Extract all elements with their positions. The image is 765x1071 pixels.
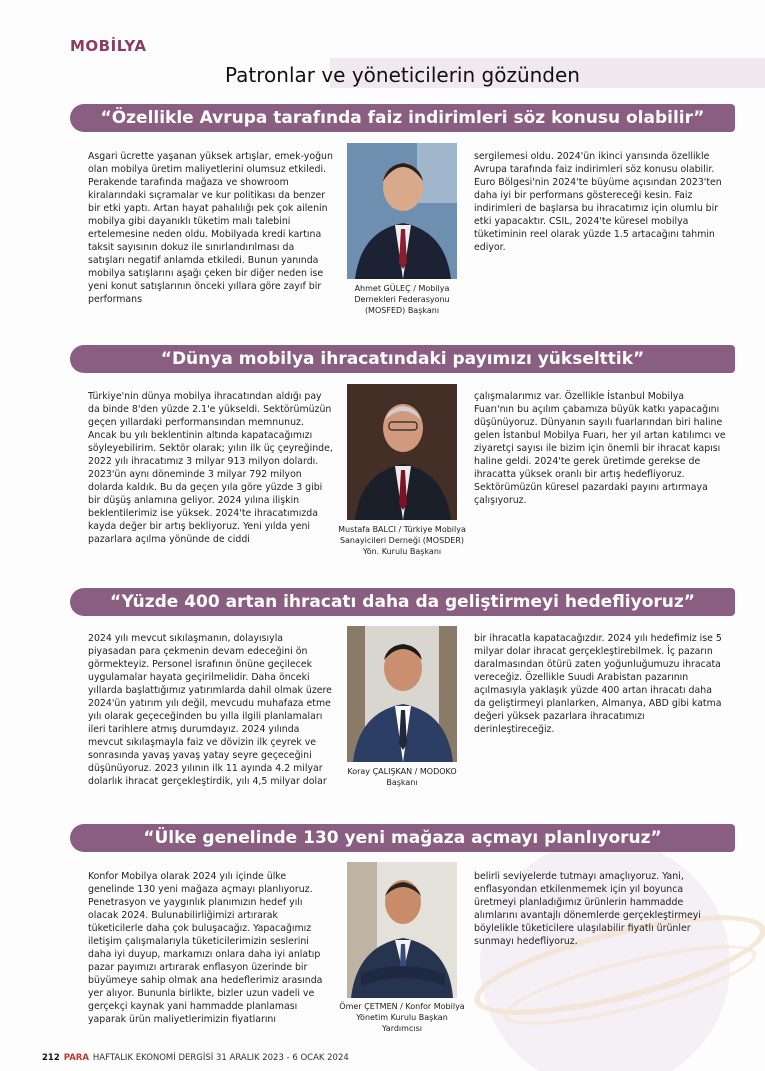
portrait-photo [347,143,457,279]
issue-info: HAFTALIK EKONOMİ DERGİSİ 31 ARALIK 2023 - 6 OCAK 2024 [92,1053,349,1063]
photo-caption: Koray ÇALIŞKAN / MODOKO Başkanı [347,767,457,787]
portrait-photo [347,862,457,998]
article-headline: “Yüzde 400 artan ihracatı daha da geliştirmeyi hedefliyoruz” [70,588,735,616]
article-headline: “Özellikle Avrupa tarafında faiz indirimleri söz konusu olabilir” [70,104,735,132]
magazine-brand: PARA [63,1053,89,1063]
article-text-right: sergilemesi oldu. 2024'ün ikinci yarısında özellikle Avrupa tarafında faiz indirimleri söz konusu olabilir. Euro Bölgesi'nin 2024'te büyüme açısından 2023'ten daha iyi bir performans göstereceği kesin. Faiz indirimleri de başlarsa bu ihracatımız için olumlu bir etki yapacaktır. CSIL, 2024'te küresel mobilya tüketiminin reel olarak yüzde 1.5 artacağını tahmin ediyor. [474,151,722,253]
article-headline: “Ülke genelinde 130 yeni mağaza açmayı planlıyoruz” [70,824,735,852]
photo-caption: Mustafa BALCI / Türkiye Mobilya Sanayicileri Derneği (MOSDER) Yön. Kurulu Başkanı [338,525,466,556]
article-text-left: Türkiye'nin dünya mobilya ihracatından aldığı pay da binde 8'den yüzde 2.1'e yükseldi. Sektörümüzün geçen yıllardaki performansından memnunuz. Ancak bu yılı beklentinin altında kapatacağımızı söyleyebilirim. Sektör olarak; yılın ilk üç çeyreğinde, 2022 yılı ihracatımız 3 milyar 913 milyon dolardı. 2023'ün aynı döneminde 3 milyar 792 milyon dolarda kaldık. Bu da geçen yıla göre yüzde 3 gibi bir düşüş anlamına geliyor. 2024 yılına ilişkin beklentilerimiz ise yüksek. 2024'te ihracatımızda kayda değer bir artış bekliyoruz. Yeni yılda yeni pazarlara açılma yönünde de ciddi [88,391,333,545]
article-text-left: Konfor Mobilya olarak 2024 yılı içinde ülke genelinde 130 yeni mağaza açmayı planlıyoruz. Penetrasyon ve yaygınlık planımızın hedef yılı olacak 2024. Bulunabilirliğimizi artırarak tüketicilerle daha çok buluşacağız. Yapacağımız iletişim çalışmalarıyla tüketicilerimizin seslerini daha iyi duyup, markamızı onlara daha iyi anlatıp pazar payımızı artırarak enflasyon üzerinde bir büyümeye sahip olmak ana hedeflerimiz arasında yer alıyor. Bununla birlikte, bizler uzun vadeli ve gerçekçi kaynak yani hammadde planlaması yaparak ürün maliyetlerimizin fiyatlarını [88,871,323,1025]
article-text-right: bir ihracatla kapatacağızdır. 2024 yılı hedefimiz ise 5 milyar dolar ihracat gerçekleştirebilmek. İç pazarın daralmasından ötürü zaten yoğunluğumuzu ihracata vereceğiz. Özellikle Suudi Arabistan pazarının açılmasıyla yaklaşık yüzde 400 artan ihracatı daha da geliştirmeyi planlarken, Almanya, ABD gibi katma değeri yüksek pazarlara ihracatımızı derinleştireceğiz. [474,633,722,735]
page-title: Patronlar ve yöneticilerin gözünden [225,63,580,87]
section-label: MOBİLYA [70,37,147,55]
portrait-photo [347,384,457,520]
photo-caption: Ahmet GÜLEÇ / Mobilya Dernekleri Federasyonu (MOSFED) Başkanı [354,284,450,315]
article-headline: “Dünya mobilya ihracatındaki payımızı yükselttik” [70,345,735,373]
page-number: 212 [42,1053,60,1063]
article-text-right: belirli seviyelerde tutmayı amaçlıyoruz. Yani, enflasyondan etkilenmemek için yıl boyunca üretmeyi planladığımız ürünlerin hammadde alımlarını avantajlı dönemlerde gerçekleştirmeyi böylelikle tüketicilere ulaşılabilir fiyatlı ürünler sunmayı hedefliyoruz. [474,871,701,947]
photo-caption: Ömer ÇETMEN / Konfor Mobilya Yönetim Kurulu Başkan Yardımcısı [339,1002,465,1033]
page-footer [42,1053,349,1063]
portrait-photo [347,626,457,762]
article-text-left: Asgari ücrette yaşanan yüksek artışlar, emek-yoğun olan mobilya üretim maliyetlerini olumsuz etkiledi. Perakende tarafında mağaza ve showroom kiralarındaki sıçramalar ve kur politikası da benzer bir etki yaptı. Artan hayat pahalılığı pek çok ailenin mobilya gibi dayanıklı tüketim malı talebini ertelemesine neden oldu. Mobilyada kredi kartına taksit sayısının dokuz ile sınırlandırılması da satışları negatif anlamda etkiledi. Bunun yanında mobilya satışlarını aşağı çeken bir diğer neden ise yeni konut satışlarının önceki yıllara göre zayıf bir performans [88,151,333,305]
article-text-right: çalışmalarımız var. Özellikle İstanbul Mobilya Fuarı'nın bu açılım çabamıza büyük katkı yapacağını düşünüyoruz. Dünyanın sayılı fuarlarından biri haline gelen İstanbul Mobilya Fuarı, her yıl artan katılımcı ve ziyaretçi sayısı ile bizim için önemli bir ihracat kapısı haline geldi. 2024'te gerek üretimde gerekse de ihracatta yüksek oranlı bir artış hedefliyoruz. Sektörümüzün küresel pazardaki payını artırmaya çalışıyoruz. [474,391,726,506]
article-text-left: 2024 yılı mevcut sıkılaşmanın, dolayısıyla piyasadan para çekmenin devam edeceğini ön görmekteyiz. Personel israfının önüne geçilecek uygulamalar hayata geçirilmelidir. Daha önceki yıllarda başlattığımız yatırımlarda dahil olmak üzere 2024'ün yatırım yılı değil, mevcudu muhafaza etme yılı olarak geçeceğinden bu yılla ilgili planlamaları ileri tarihlere atmış durumdayız. 2024 yılında mevcut sıkılaşmayla faiz ve dövizin ilk çeyrek ve sonrasında yavaş yavaş yatay seyre geçeceğini düşünüyoruz. 2023 yılının ilk 11 ayında 4.2 milyar dolarlık ihracat gerçekleştirdik, yılı 4,5 milyar dolar [88,633,332,787]
